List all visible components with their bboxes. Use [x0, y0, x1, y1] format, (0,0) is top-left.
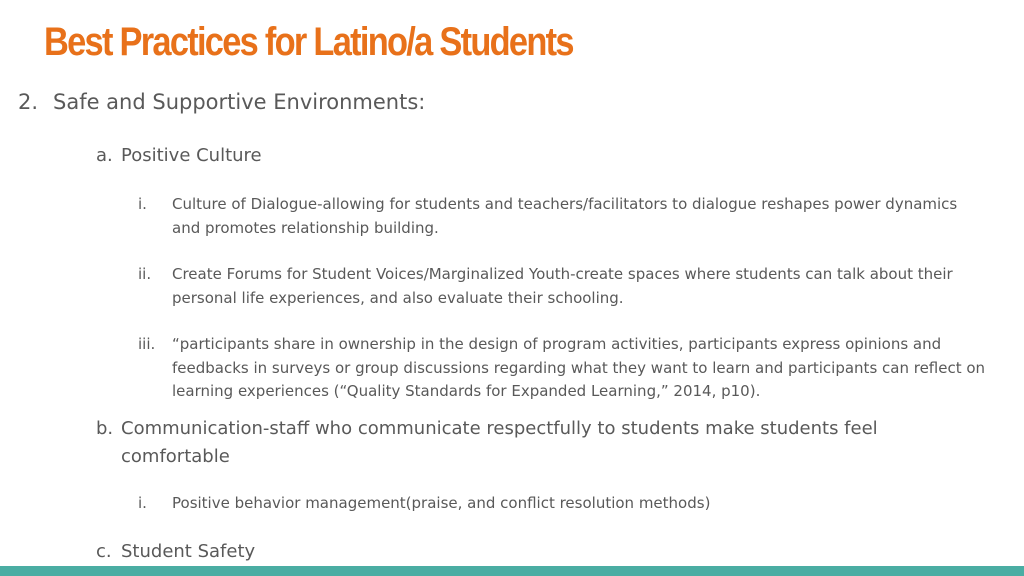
list-item-communication [96, 415, 926, 471]
list-item-text: Positive Culture [121, 145, 262, 166]
sub-item-culture-of-dialogue [138, 193, 990, 240]
section-heading-text: Safe and Supportive Environments: [53, 90, 426, 114]
sub-item-student-forums [138, 263, 990, 310]
list-item-marker: b. [96, 418, 114, 439]
list-item-text: Student Safety [121, 541, 256, 562]
list-item-marker: c. [96, 541, 112, 562]
sub-item-participant-ownership [138, 333, 990, 404]
list-item-text: Communication-staff who communicate respectfully to students make students feel comfortable [121, 418, 878, 467]
sub-item-marker: i. [138, 195, 147, 213]
list-item-student-safety [96, 538, 976, 566]
sub-item-marker: i. [138, 494, 147, 512]
list-item-marker: a. [96, 145, 113, 166]
sub-item-marker: iii. [138, 335, 156, 353]
sub-item-text: “participants share in ownership in the design of program activities, participants express opinions and feedbacks in surveys or group discussions regarding what they want to learn and participants can reflect on learning experiences (“Quality Standards for Expanded Learning,” 2014, p10). [172, 335, 986, 400]
section-heading [18, 88, 918, 116]
slide-title: Best Practices for Latino/a Students [44, 20, 573, 64]
sub-item-text: Create Forums for Student Voices/Marginalized Youth-create spaces where students can talk about their personal life experiences, and also evaluate their schooling. [172, 265, 953, 307]
sub-item-text: Positive behavior management(praise, and conflict resolution methods) [172, 494, 711, 512]
section-number: 2. [18, 90, 39, 114]
sub-item-marker: ii. [138, 265, 152, 283]
sub-item-behavior-management [138, 492, 990, 516]
footer-accent-bar [0, 566, 1024, 576]
sub-item-text: Culture of Dialogue-allowing for students and teachers/facilitators to dialogue reshapes power dynamics and promotes relationship building. [172, 195, 958, 237]
list-item-positive-culture [96, 142, 976, 170]
